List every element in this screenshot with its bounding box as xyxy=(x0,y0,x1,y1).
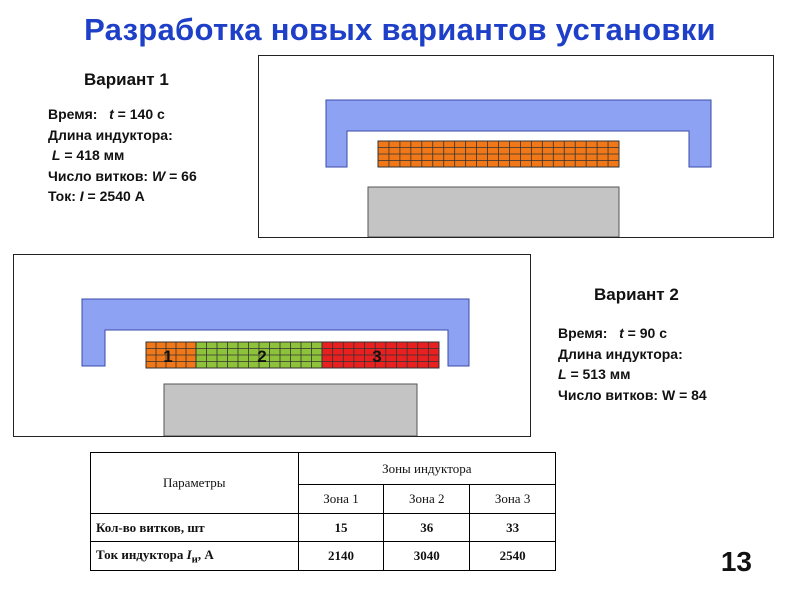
v2-time-label: Время: xyxy=(558,325,608,341)
parameters-table xyxy=(90,452,556,571)
row-label-turns: Кол-во витков, шт xyxy=(91,514,299,542)
variant2-diagram xyxy=(13,254,531,437)
v1-current-label: Ток: xyxy=(48,188,80,204)
variant1-diagram-svg xyxy=(259,56,773,237)
turns-zone-3: 33 xyxy=(470,514,556,542)
row-label-current xyxy=(91,542,299,571)
current-zone-1: 2140 xyxy=(298,542,384,571)
variant2-info xyxy=(558,323,707,405)
v2-workpiece xyxy=(164,384,417,436)
v2-inductor-coil xyxy=(146,342,439,368)
v1-length-val: = 418 мм xyxy=(60,147,125,163)
current-label-sub: и xyxy=(191,553,198,566)
v1-current-sym: I xyxy=(79,188,84,204)
zones-header: Зоны индуктора xyxy=(298,453,555,485)
v2-turns-label: Число витков: W = 84 xyxy=(558,386,707,403)
v2-zone-3-label: 3 xyxy=(372,347,382,366)
v1-inductor-coil xyxy=(378,141,619,167)
v1-turns-label: Число витков: xyxy=(48,167,152,184)
current-zone-2: 3040 xyxy=(384,542,470,571)
table-row xyxy=(91,514,556,542)
v2-zone-1-label: 1 xyxy=(163,347,173,366)
v1-turns-sym: W xyxy=(151,167,166,184)
zone-1-header: Зона 1 xyxy=(298,485,384,514)
variant2-heading: Вариант 2 xyxy=(594,285,679,304)
turns-zone-1: 15 xyxy=(298,514,384,542)
variant1-info xyxy=(48,104,197,207)
current-zone-3: 2540 xyxy=(470,542,556,571)
current-label-post: , А xyxy=(197,546,214,562)
current-label-pre: Ток индуктора xyxy=(96,546,187,562)
v2-length-sym: L xyxy=(558,366,567,382)
page-title: Разработка новых вариантов установки xyxy=(84,12,716,47)
v1-time-sym: t xyxy=(109,106,114,122)
params-header: Параметры xyxy=(91,453,299,514)
v2-time-sym: t xyxy=(619,325,624,341)
zone-2-header: Зона 2 xyxy=(384,485,470,514)
v1-turns-val: = 66 xyxy=(165,167,197,184)
variant1-heading: Вариант 1 xyxy=(84,70,169,89)
turns-zone-2: 36 xyxy=(384,514,470,542)
v2-time-val: = 90 с xyxy=(623,325,667,341)
variant1-diagram xyxy=(258,55,774,238)
v1-coil-grid xyxy=(378,141,619,167)
v2-zone-2-label: 2 xyxy=(257,347,267,366)
zone-3-header: Зона 3 xyxy=(470,485,556,514)
current-label-sym: I xyxy=(186,546,192,562)
v1-length-sym: L xyxy=(51,147,61,163)
page-number: 13 xyxy=(720,546,752,577)
v1-time-val: = 140 с xyxy=(113,106,165,122)
v1-length-label: Длина индуктора: xyxy=(48,126,173,143)
v1-workpiece xyxy=(368,187,619,237)
variant2-diagram-svg xyxy=(14,255,530,436)
v2-length-label: Длина индуктора: xyxy=(558,345,683,362)
v1-time-label: Время: xyxy=(48,106,98,122)
table-row xyxy=(91,542,556,571)
v2-length-val: = 513 мм xyxy=(566,366,631,382)
v1-current-val: = 2540 А xyxy=(83,188,145,204)
